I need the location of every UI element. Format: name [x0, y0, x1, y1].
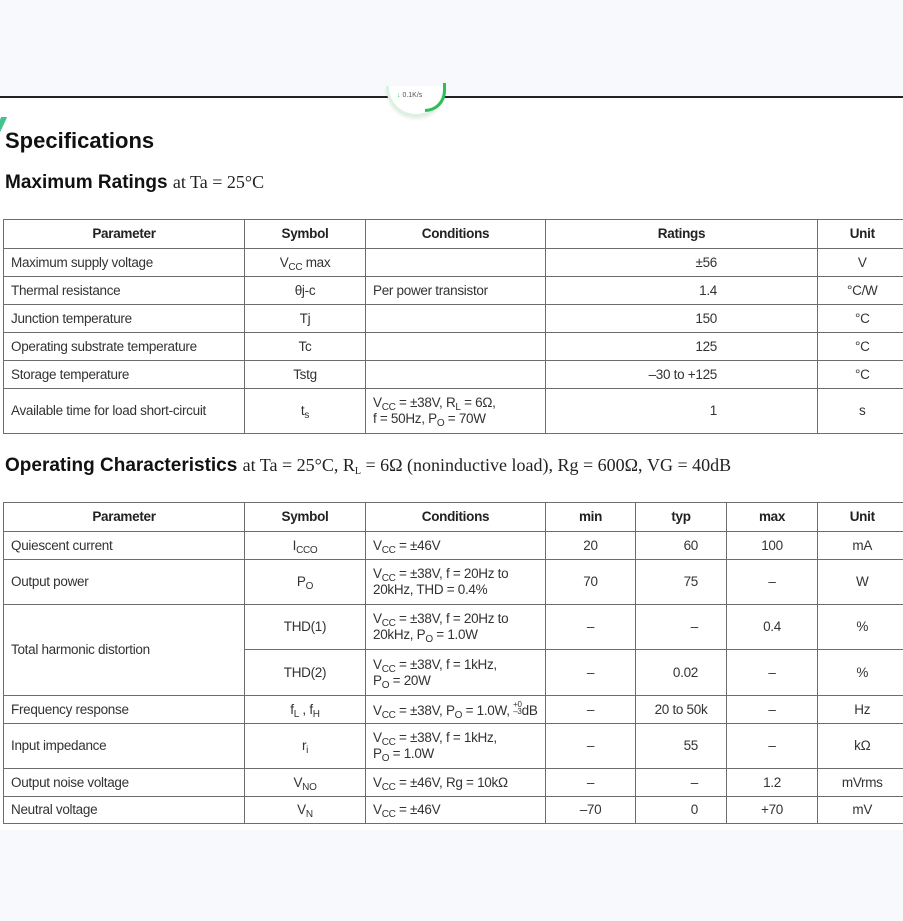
- table-row: [4, 277, 903, 305]
- cell-symbol: $V_{NO}$: [245, 769, 366, 797]
- cell-max: 100: [727, 532, 818, 560]
- cell-parameter: Operating substrate temperature: [4, 333, 245, 361]
- table-row: [4, 249, 903, 277]
- cell-unit: %: [818, 605, 903, 650]
- cell-typ: 55: [636, 724, 727, 769]
- table-row: [4, 724, 903, 769]
- cell-parameter: Frequency response: [4, 696, 245, 724]
- cell-ratings: 150: [546, 305, 818, 333]
- cell-max: +70: [727, 797, 818, 824]
- col-header: max: [727, 503, 818, 532]
- cell-parameter: Total harmonic distortion: [4, 605, 245, 696]
- col-header: Parameter: [4, 220, 245, 249]
- col-header: typ: [636, 503, 727, 532]
- cell-min: –: [546, 650, 636, 696]
- network-speed-value: 0.1K/s: [402, 92, 423, 99]
- cell-conditions: [366, 333, 546, 361]
- max-ratings-subtitle: at Ta = 25°C: [172, 172, 265, 192]
- max-ratings-table: [3, 219, 903, 434]
- cell-typ: 0: [636, 797, 727, 824]
- cell-ratings: 125: [546, 333, 818, 361]
- cell-min: –: [546, 769, 636, 797]
- table-row: [4, 797, 903, 824]
- col-header: Unit: [818, 503, 903, 532]
- cell-parameter: Junction temperature: [4, 305, 245, 333]
- cell-parameter: Output noise voltage: [4, 769, 245, 797]
- cell-unit: Hz: [818, 696, 903, 724]
- cell-min: –70: [546, 797, 636, 824]
- cell-typ: 0.02: [636, 650, 727, 696]
- cell-parameter: Available time for load short-circuit: [4, 389, 245, 434]
- col-header: Conditions: [366, 220, 546, 249]
- cell-symbol: Tj: [245, 305, 366, 333]
- cell-unit: s: [818, 389, 903, 434]
- cell-ratings: 1.4: [546, 277, 818, 305]
- cell-symbol: THD(2): [245, 650, 366, 696]
- cell-typ: 60: [636, 532, 727, 560]
- cell-conditions: $V_{CC} = \pm 38V$, f = 1kHz, $P_O = 20W$: [366, 650, 546, 696]
- table-row: [4, 361, 903, 389]
- cell-ratings: –30 to +125: [546, 361, 818, 389]
- cell-max: –: [727, 560, 818, 605]
- cell-min: 70: [546, 560, 636, 605]
- cell-ratings: 1: [546, 389, 818, 434]
- table-header-row: [4, 503, 903, 532]
- cell-conditions: [366, 249, 546, 277]
- cell-conditions: $V_{CC} = \pm 38V$, f = 20Hz to 20kHz, $P_O = 1.0W$: [366, 605, 546, 650]
- operating-heading: [5, 455, 731, 477]
- cell-symbol: $f_L$ , $f_H$: [245, 696, 366, 724]
- cell-symbol: $r_i$: [245, 724, 366, 769]
- cell-max: –: [727, 696, 818, 724]
- table-row: [4, 305, 903, 333]
- cell-conditions: $V_{CC} = \pm 38V$, $R_L = 6\Omega$, f = 50Hz, $P_O = 70W$: [366, 389, 546, 434]
- cell-unit: °C/W: [818, 277, 903, 305]
- col-header: Unit: [818, 220, 903, 249]
- table-row: [4, 769, 903, 797]
- table-row: [4, 532, 903, 560]
- cell-max: 0.4: [727, 605, 818, 650]
- download-arrow-icon: ↓: [397, 92, 401, 99]
- operating-subtitle: at Ta = 25°C, $R_L = 6\Omega$ (noninductive load), Rg = 600Ω, VG = 40dB: [242, 455, 732, 477]
- cell-conditions: [366, 305, 546, 333]
- cell-typ: 75: [636, 560, 727, 605]
- col-header: Symbol: [245, 503, 366, 532]
- cell-symbol: Tc: [245, 333, 366, 361]
- cell-symbol: $V_{CC}$ max: [245, 249, 366, 277]
- table-row: [4, 696, 903, 724]
- cell-conditions: $V_{CC} = \pm 46V$: [366, 532, 546, 560]
- cell-max: –: [727, 724, 818, 769]
- cell-parameter: Quiescent current: [4, 532, 245, 560]
- cell-parameter: Output power: [4, 560, 245, 605]
- col-header: Conditions: [366, 503, 546, 532]
- cell-unit: mA: [818, 532, 903, 560]
- table-row: [4, 333, 903, 361]
- cell-unit: °C: [818, 361, 903, 389]
- cell-conditions: $V_{CC} = \pm 38V$, $P_O = 1.0W$, +0 –3dB: [366, 696, 546, 724]
- cell-ratings: ±56: [546, 249, 818, 277]
- cell-symbol: θj-c: [245, 277, 366, 305]
- cell-parameter: Neutral voltage: [4, 797, 245, 824]
- cell-unit: mV: [818, 797, 903, 824]
- cell-conditions: $V_{CC} = \pm 38V$, f = 1kHz, $P_O = 1.0W$: [366, 724, 546, 769]
- max-ratings-heading: [5, 172, 264, 194]
- cell-symbol: Tstg: [245, 361, 366, 389]
- cell-symbol: $P_O$: [245, 560, 366, 605]
- cell-typ: –: [636, 769, 727, 797]
- cell-parameter: Maximum supply voltage: [4, 249, 245, 277]
- col-header: Symbol: [245, 220, 366, 249]
- col-header: min: [546, 503, 636, 532]
- cell-conditions: $V_{CC} = \pm 46V$: [366, 797, 546, 824]
- cell-max: 1.2: [727, 769, 818, 797]
- max-ratings-title: Maximum Ratings: [5, 172, 168, 193]
- operating-title: Operating Characteristics: [5, 455, 238, 476]
- operating-table: [3, 502, 903, 824]
- table-header-row: [4, 220, 903, 249]
- cell-symbol: $V_N$: [245, 797, 366, 824]
- table-row: [4, 560, 903, 605]
- page-title: Specifications: [5, 128, 155, 153]
- cell-conditions: [366, 361, 546, 389]
- cell-symbol: $I_{CCO}$: [245, 532, 366, 560]
- cell-min: –: [546, 696, 636, 724]
- cell-conditions: $V_{CC} = \pm 38V$, f = 20Hz to 20kHz, THD = 0.4%: [366, 560, 546, 605]
- cell-typ: 20 to 50k: [636, 696, 727, 724]
- cell-unit: kΩ: [818, 724, 903, 769]
- cell-unit: V: [818, 249, 903, 277]
- viewer-top-area: [0, 0, 903, 96]
- cell-min: –: [546, 724, 636, 769]
- col-header: Ratings: [546, 220, 818, 249]
- cell-parameter: Input impedance: [4, 724, 245, 769]
- cell-unit: mVrms: [818, 769, 903, 797]
- cell-unit: W: [818, 560, 903, 605]
- table-row: [4, 389, 903, 434]
- col-header: Parameter: [4, 503, 245, 532]
- viewer-bottom-area: [0, 830, 903, 921]
- cell-min: 20: [546, 532, 636, 560]
- cell-symbol: THD(1): [245, 605, 366, 650]
- cell-unit: %: [818, 650, 903, 696]
- cell-conditions: $V_{CC} = \pm 46V$, Rg = 10kΩ: [366, 769, 546, 797]
- cell-min: –: [546, 605, 636, 650]
- cell-symbol: $t_s$: [245, 389, 366, 434]
- cell-unit: °C: [818, 333, 903, 361]
- cell-parameter: Thermal resistance: [4, 277, 245, 305]
- table-row: [4, 605, 903, 650]
- cell-unit: °C: [818, 305, 903, 333]
- cell-typ: –: [636, 605, 727, 650]
- cell-conditions: Per power transistor: [366, 277, 546, 305]
- cell-parameter: Storage temperature: [4, 361, 245, 389]
- cell-max: –: [727, 650, 818, 696]
